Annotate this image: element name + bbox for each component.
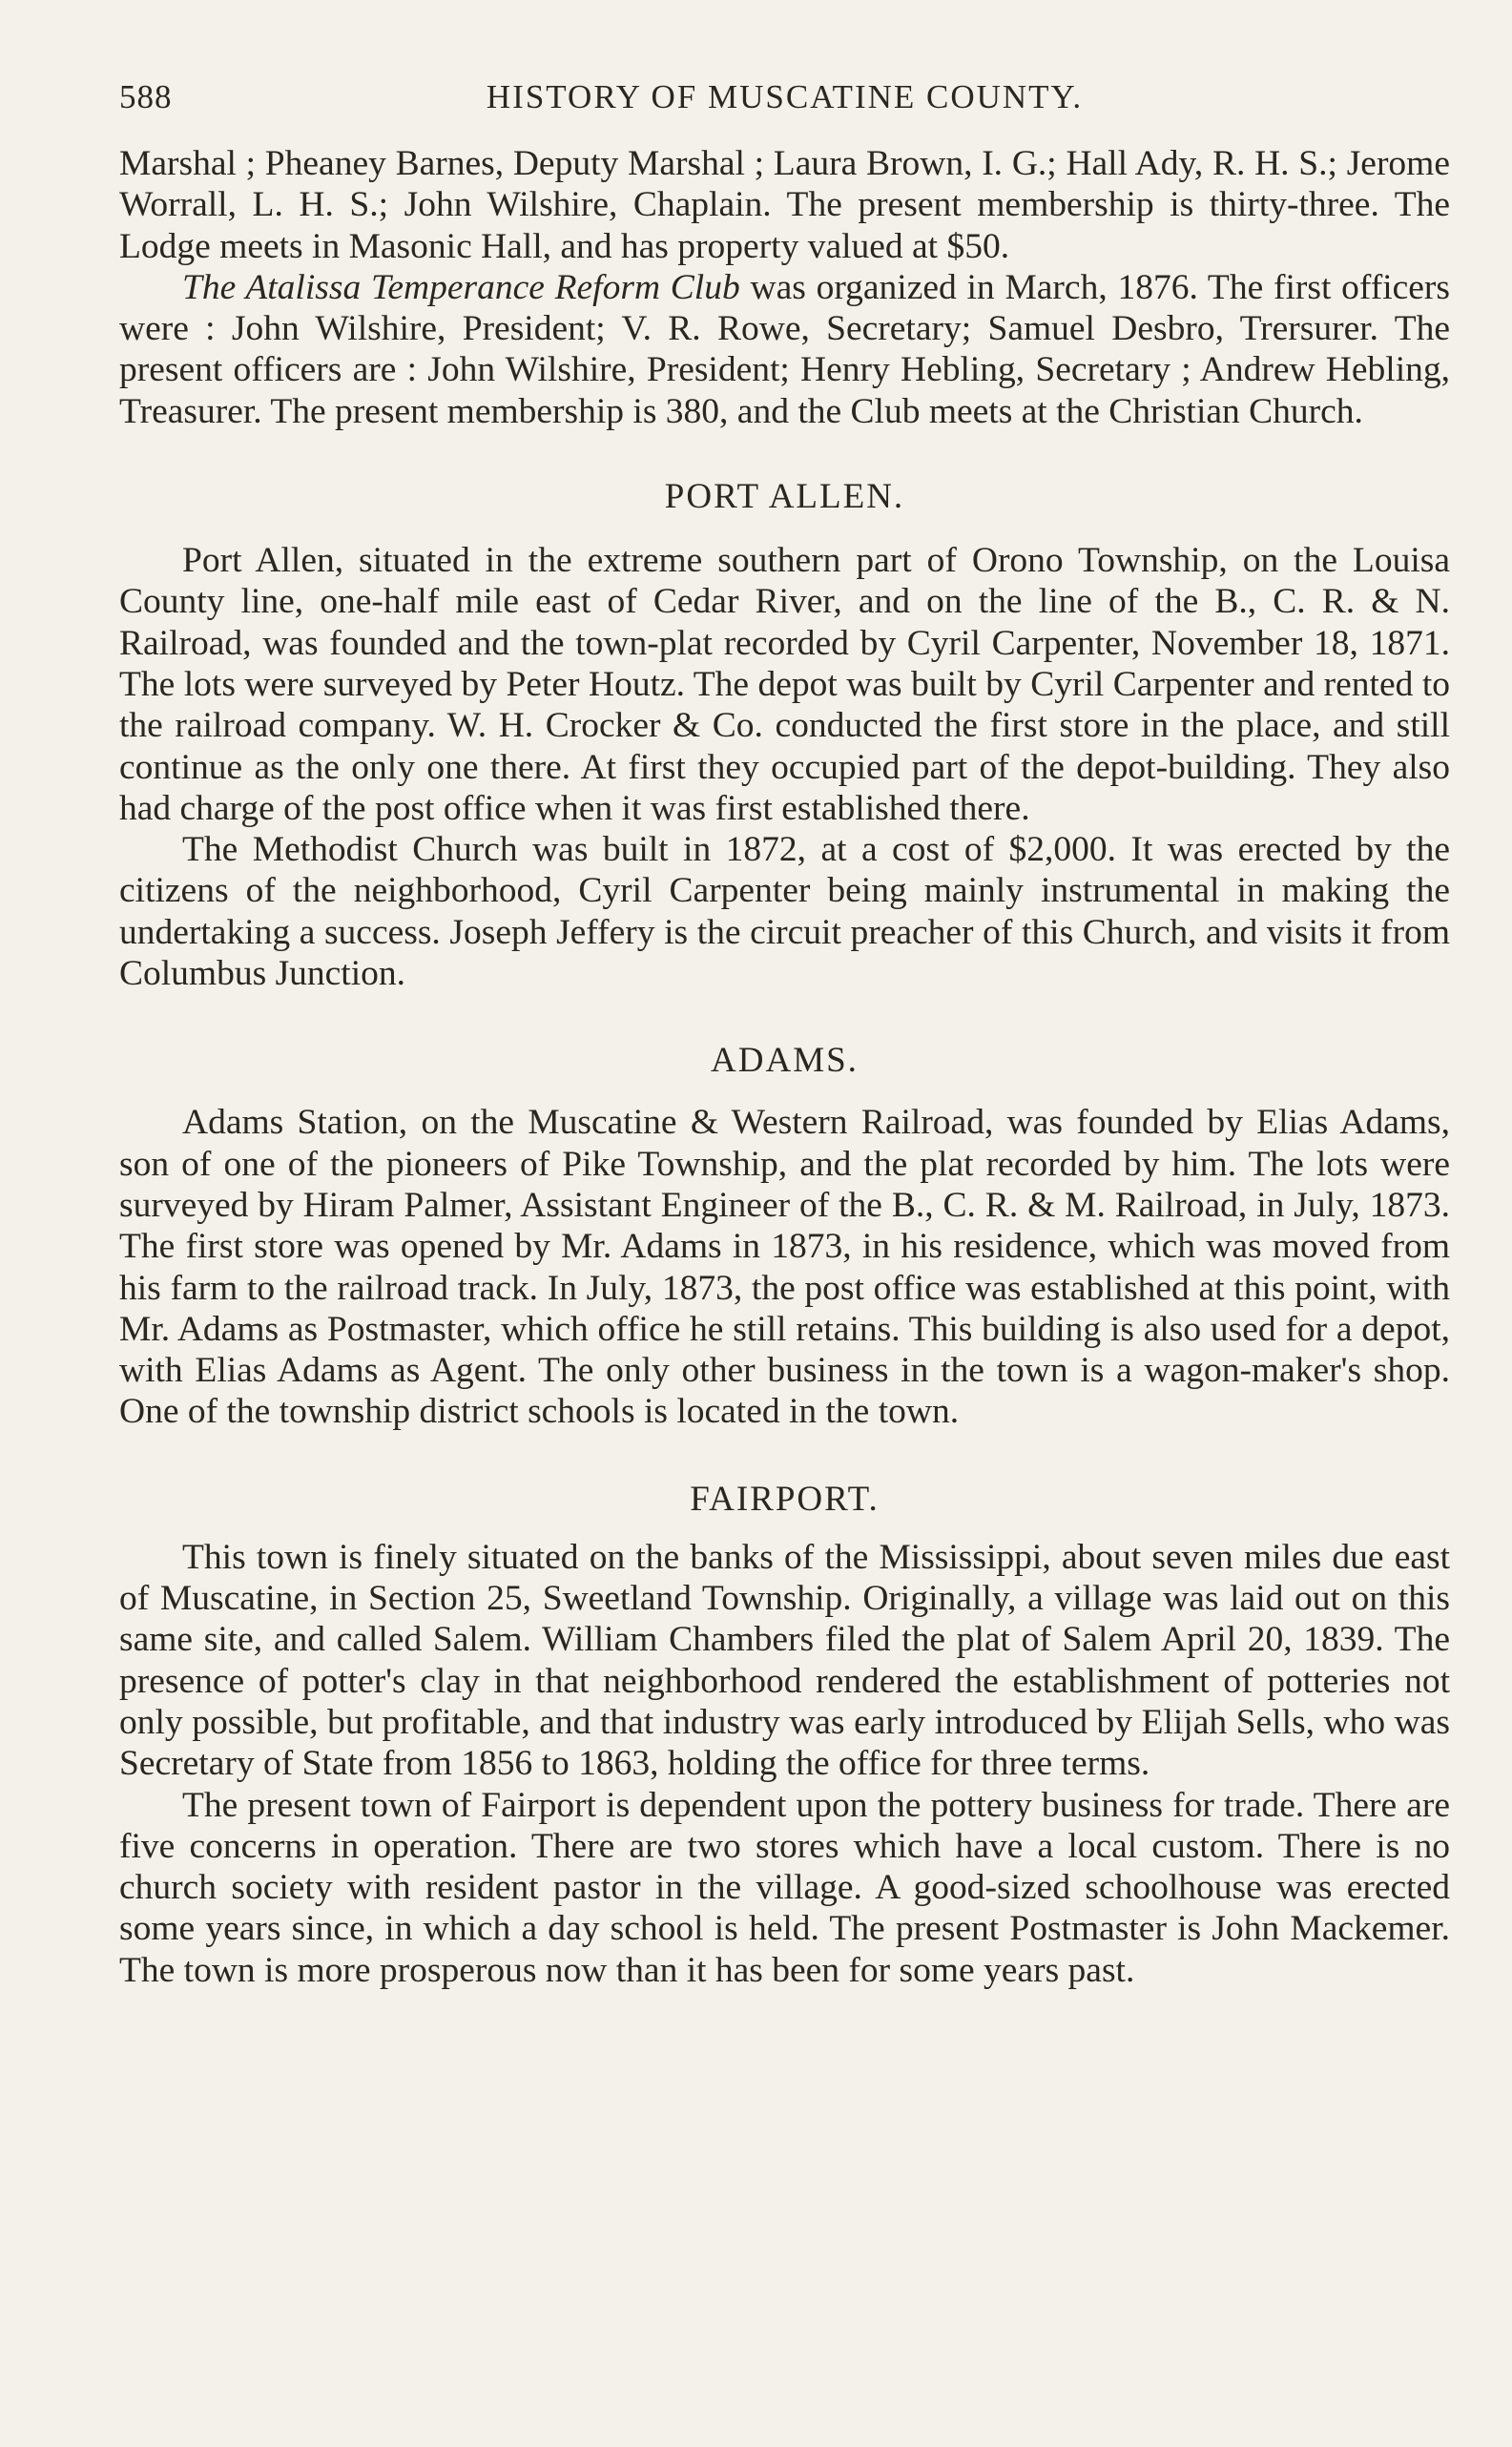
book-page [119, 78, 1450, 1991]
running-title: HISTORY OF MUSCATINE COUNTY. [486, 78, 1084, 115]
club-name: The Atalissa Temperance Reform Club [182, 267, 740, 307]
running-head [119, 78, 1450, 126]
fairport-paragraph-1: This town is finely situated on the banks of the Mississippi, about seven miles due east of Muscatine, in Section 25, Sweetland Township. Originally, a village was laid out on this same site, and called Salem. William Chambers filed the plat of Salem April 20, 1839. The presence of potter's clay in that neighborhood rendered the establishment of potteries not only possible, but profitable, and that industry was early introduced by Elijah Sells, who was Secretary of State from 1856 to 1863, holding the office for three terms. [119, 1537, 1450, 1784]
fairport-paragraph-2: The present town of Fairport is dependent upon the pottery business for trade. There are five concerns in operation. There are two stores which have a local custom. There is no church society with resident pastor in the village. A good-sized schoolhouse was erected some years since, in which a day school is held. The present Postmaster is John Mackemer. The town is more prosperous now than it has been for some years past. [119, 1785, 1450, 1990]
intro-paragraph: Marshal ; Pheaney Barnes, Deputy Marshal ; Laura Brown, I. G.; Hall Ady, R. H. S.; Jerome Worrall, L. H. S.; John Wilshire, Chaplain. The present membership is thirty-three. The Lodge meets in Masonic Hall, and has property valued at $50. [119, 144, 1450, 266]
adams-paragraph-1: Adams Station, on the Muscatine & Western Railroad, was founded by Elias Adams, son of one of the pioneers of Pike Township, and the plat recorded by him. The lots were surveyed by Hiram Palmer, Assistant Engineer of the B., C. R. & M. Railroad, in July, 1873. The first store was opened by Mr. Adams in 1873, in his residence, which was moved from his farm to the railroad track. In July, 1873, the post office was established at this point, with Mr. Adams as Postmaster, which office he still retains. This building is also used for a depot, with Elias Adams as Agent. The only other business in the town is a wagon-maker's shop. One of the township district schools is located in the town. [119, 1103, 1450, 1432]
section-heading-fairport: FAIRPORT. [690, 1479, 880, 1519]
section-heading-adams: ADAMS. [711, 1041, 859, 1081]
body-text [119, 143, 1450, 1991]
port-allen-paragraph-1: Port Allen, situated in the extreme southern part of Orono Township, on the Louisa County line, one-half mile east of Cedar River, and on the line of the B., C. R. & N. Railroad, was founded and the town-plat recorded by Cyril Carpenter, November 18, 1871. The lots were surveyed by Peter Houtz. The depot was built by Cyril Carpenter and rented to the railroad company. W. H. Crocker & Co. conducted the first store in the place, and still continue as the only one there. At first they occupied part of the depot-building. They also had charge of the post office when it was first established there. [119, 541, 1450, 828]
club-paragraph [119, 267, 1450, 432]
page-number: 588 [119, 78, 173, 115]
port-allen-paragraph-2: The Methodist Church was built in 1872, at a cost of $2,000. It was erected by the citizens of the neighborhood, Cyril Carpenter being mainly instrumental in making the undertaking a success. Joseph Jeffery is the circuit preacher of this Church, and visits it from Columbus Junction. [119, 830, 1450, 994]
club-description: was organized in March, 1876. The first officers were : John Wilshire, President; V. R. Rowe, Secretary; Samuel Desbro, Trersurer. The present officers are : John Wilshire, President; Henry Hebling, Secretary ; Andrew Hebling, Treasurer. The present membership is 380, and the Club meets at the Christian Church. [119, 267, 1450, 431]
section-heading-port-allen: PORT ALLEN. [664, 477, 905, 517]
